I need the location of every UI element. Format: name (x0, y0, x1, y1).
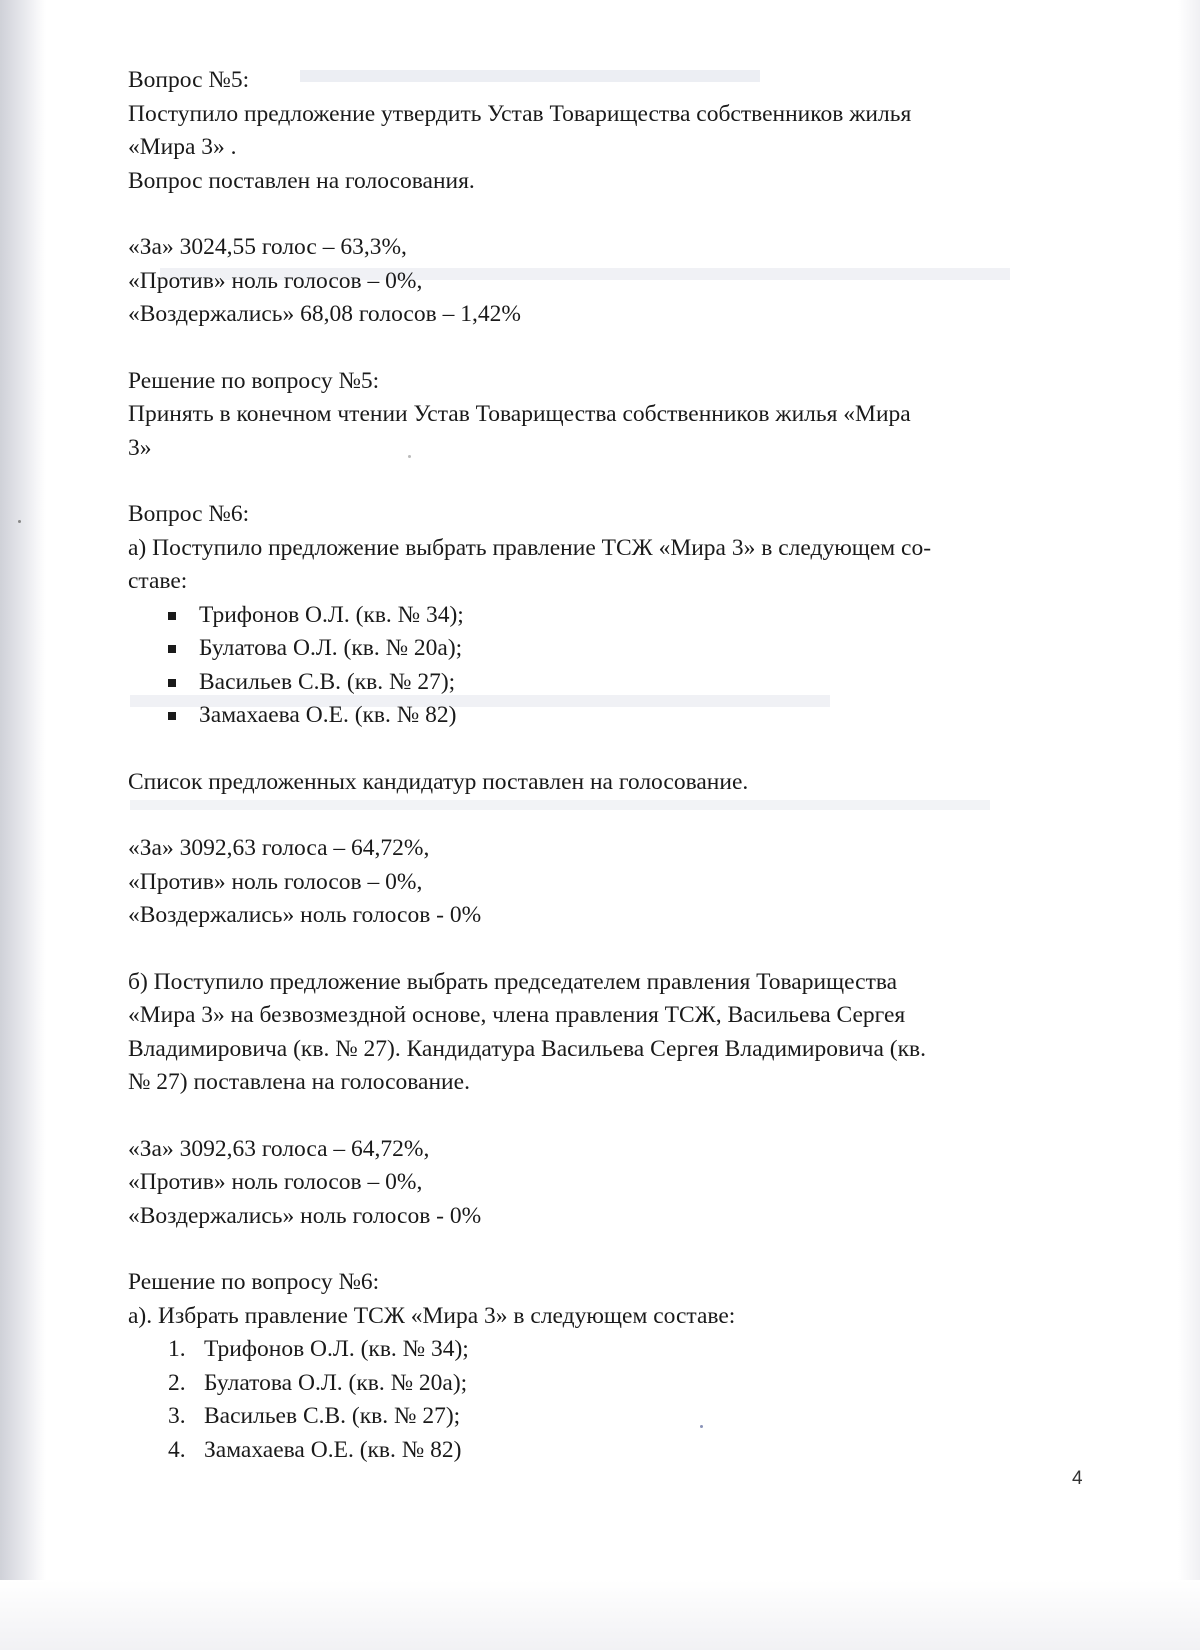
scan-speck (18, 520, 21, 523)
question-6b-vote-abstain: «Воздержались» ноль голосов - 0% (128, 1202, 482, 1229)
list-item (168, 632, 1068, 666)
question-5-proposal-line-2: «Мира 3» . (128, 134, 237, 160)
square-bullet-icon (168, 645, 176, 653)
question-5-decision-line-2: 3» (128, 434, 152, 461)
question-5-decision-title: Решение по вопросу №5: (128, 367, 380, 394)
question-6b-proposal-line-1: б) Поступило предложение выбрать председателем правления Товарищества (128, 968, 898, 995)
candidate-name: Булатова О.Л. (кв. № 20а); (199, 635, 463, 661)
candidate-list (128, 599, 1068, 733)
square-bullet-icon (168, 679, 176, 687)
question-6-title: Вопрос №6: (128, 501, 250, 527)
scan-edge-shadow-bottom (0, 1580, 1200, 1650)
list-item (168, 1333, 1068, 1367)
list-item (168, 1434, 1068, 1468)
square-bullet-icon (168, 712, 176, 720)
scan-edge-shadow-right (1178, 0, 1200, 1650)
list-item-number: 3. (168, 1403, 186, 1429)
question-6-decision-title: Решение по вопросу №6: (128, 1269, 380, 1295)
scan-edge-shadow-left (0, 0, 46, 1650)
candidate-name: Трифонов О.Л. (кв. № 34); (199, 601, 464, 628)
list-item-number: 2. (168, 1369, 186, 1396)
question-5-to-vote: Вопрос поставлен на голосования. (128, 167, 475, 194)
question-6a-vote-abstain: «Воздержались» ноль голосов - 0% (128, 902, 482, 928)
question-6b-vote-against: «Против» ноль голосов – 0%, (128, 1169, 423, 1195)
elected-member-name: Булатова О.Л. (кв. № 20а); (204, 1369, 468, 1396)
list-item (168, 1367, 1068, 1401)
question-5-proposal-line-1: Поступило предложение утвердить Устав Товарищества собственников жилья (128, 100, 912, 127)
question-5-vote-abstain: «Воздержались» 68,08 голосов – 1,42% (128, 301, 521, 327)
question-5-section (128, 64, 1068, 498)
list-item-number: 4. (168, 1436, 186, 1463)
question-5-title: Вопрос №5: (128, 67, 250, 93)
list-item-number: 1. (168, 1336, 186, 1362)
list-item (168, 1400, 1068, 1434)
question-6a-proposal-line-2: ставе: (128, 568, 188, 594)
question-5-vote-for: «За» 3024,55 голос – 63,3%, (128, 234, 407, 260)
question-6a-vote-against: «Против» ноль голосов – 0%, (128, 868, 423, 895)
square-bullet-icon (168, 612, 176, 620)
question-6b-vote-for: «За» 3092,63 голоса – 64,72%, (128, 1135, 430, 1162)
question-6a-list-to-vote: Список предложенных кандидатур поставлен на голосование. (128, 768, 749, 795)
list-item (168, 666, 1068, 700)
question-6b-proposal-line-3: Владимировича (кв. № 27). Кандидатура Васильева Сергея Владимировича (кв. (128, 1035, 927, 1062)
list-item (168, 699, 1068, 733)
elected-member-name: Васильев С.В. (кв. № 27); (204, 1403, 461, 1429)
question-5-decision-line-1: Принять в конечном чтении Устав Товарищества собственников жилья «Мира (128, 401, 911, 427)
list-item (168, 599, 1068, 633)
document-body (128, 64, 1068, 1467)
question-6-decision-a: а). Избрать правление ТСЖ «Мира 3» в следующем составе: (128, 1302, 736, 1329)
question-6b-proposal-line-2: «Мира 3» на безвозмездной основе, члена правления ТСЖ, Васильева Сергея (128, 1002, 906, 1028)
candidate-name: Замахаева О.Е. (кв. № 82) (199, 702, 457, 728)
question-6-section (128, 498, 1068, 1467)
elected-member-name: Трифонов О.Л. (кв. № 34); (204, 1336, 469, 1362)
question-6a-vote-for: «За» 3092,63 голоса – 64,72%, (128, 835, 430, 861)
elected-member-name: Замахаева О.Е. (кв. № 82) (204, 1436, 462, 1463)
question-6b-proposal-line-4: № 27) поставлена на голосование. (128, 1069, 470, 1095)
question-6a-proposal-line-1: а) Поступило предложение выбрать правление ТСЖ «Мира 3» в следующем со- (128, 534, 932, 561)
question-5-vote-against: «Против» ноль голосов – 0%, (128, 267, 423, 294)
elected-board-list (128, 1333, 1068, 1467)
candidate-name: Васильев С.В. (кв. № 27); (199, 668, 456, 695)
page-number: 4 (1072, 1468, 1083, 1489)
